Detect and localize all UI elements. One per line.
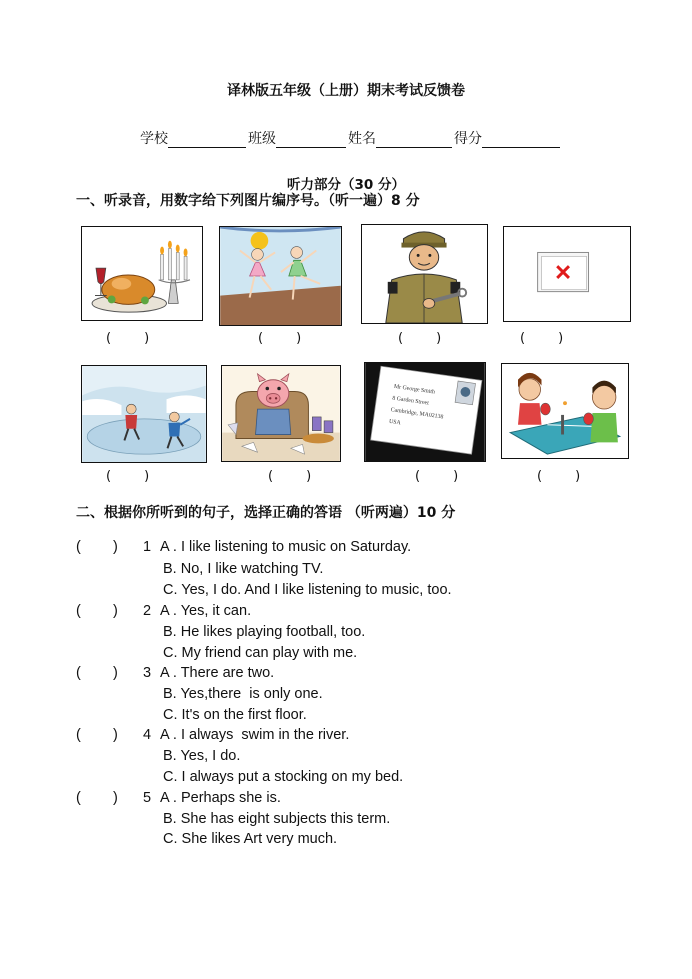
question-2-option-c: C. My friend can play with me.	[163, 645, 358, 661]
school-label: 学校	[140, 131, 168, 147]
question-5-paren[interactable]: ( )	[76, 790, 118, 806]
red-x-picture	[503, 226, 631, 322]
answer-paren-5[interactable]: ( )	[106, 469, 150, 484]
answer-paren-2[interactable]: ( )	[258, 331, 302, 346]
question-1-number: 1	[143, 539, 152, 555]
worker-picture	[361, 224, 488, 324]
question-5-option-b: B. She has eight subjects this term.	[163, 811, 391, 827]
envelope-line-1: Mr George Smith	[393, 383, 436, 396]
name-blank[interactable]	[376, 133, 452, 148]
christmas-dinner-picture	[81, 226, 203, 321]
question-5-option-c: C. She likes Art very much.	[163, 831, 338, 847]
answer-paren-3[interactable]: ( )	[398, 331, 442, 346]
student-info-line	[140, 128, 562, 148]
question-4-option-b: B. Yes, I do.	[163, 748, 241, 764]
question-4-number: 4	[143, 727, 152, 743]
question-3-option-c: C. It's on the first floor.	[163, 707, 307, 723]
question-3-paren[interactable]: ( )	[76, 665, 118, 681]
envelope-line-2: 8 Garden Street	[391, 395, 430, 407]
page-title: 译林版五年级（上册）期末考试反馈卷	[227, 83, 465, 99]
envelope-line-4: USA	[388, 418, 402, 427]
listening-section-title: 听力部分（30 分）	[287, 177, 405, 193]
answer-paren-7[interactable]: ( )	[415, 469, 459, 484]
class-label: 班级	[248, 131, 276, 147]
question-2-paren[interactable]: ( )	[76, 603, 118, 619]
question-4-option-c: C. I always put a stocking on my bed.	[163, 769, 404, 785]
messy-pig-picture	[221, 365, 341, 462]
question-1-option-c: C. Yes, I do. And I like listening to music, too.	[163, 582, 452, 598]
class-blank[interactable]	[276, 133, 346, 148]
answer-paren-8[interactable]: ( )	[537, 469, 581, 484]
name-label: 姓名	[348, 131, 376, 147]
school-blank[interactable]	[168, 133, 246, 148]
answer-paren-4[interactable]: ( )	[520, 331, 564, 346]
question-2-option-b: B. He likes playing football, too.	[163, 624, 366, 640]
question-3-option-a: A . There are two.	[160, 665, 275, 681]
part1-heading: 一、听录音，用数字给下列图片编序号。（听一遍）8 分	[76, 193, 420, 209]
question-2-number: 2	[143, 603, 152, 619]
question-4-option-a: A . I always swim in the river.	[160, 727, 350, 743]
question-4-paren[interactable]: ( )	[76, 727, 118, 743]
question-2-option-a: A . Yes, it can.	[160, 603, 252, 619]
dancing-girls-picture	[219, 226, 342, 326]
question-3-number: 3	[143, 665, 152, 681]
envelope-picture	[364, 362, 486, 462]
score-blank[interactable]	[482, 133, 560, 148]
question-3-option-b: B. Yes,there is only one.	[163, 686, 323, 702]
table-tennis-picture	[501, 363, 629, 459]
answer-paren-6[interactable]: ( )	[268, 469, 312, 484]
question-1-option-b: B. No, I like watching TV.	[163, 561, 324, 577]
part2-heading: 二、根据你所听到的句子，选择正确的答语 （听两遍）10 分	[76, 505, 456, 521]
ice-skating-picture	[81, 365, 207, 463]
envelope-line-3: Cambridge, MA02138	[390, 407, 444, 421]
score-label: 得分	[454, 131, 482, 147]
question-5-option-a: A . Perhaps she is.	[160, 790, 281, 806]
answer-paren-1[interactable]: ( )	[106, 331, 150, 346]
question-5-number: 5	[143, 790, 152, 806]
question-1-paren[interactable]: ( )	[76, 539, 118, 555]
question-1-option-a: A . I like listening to music on Saturday.	[160, 539, 412, 555]
